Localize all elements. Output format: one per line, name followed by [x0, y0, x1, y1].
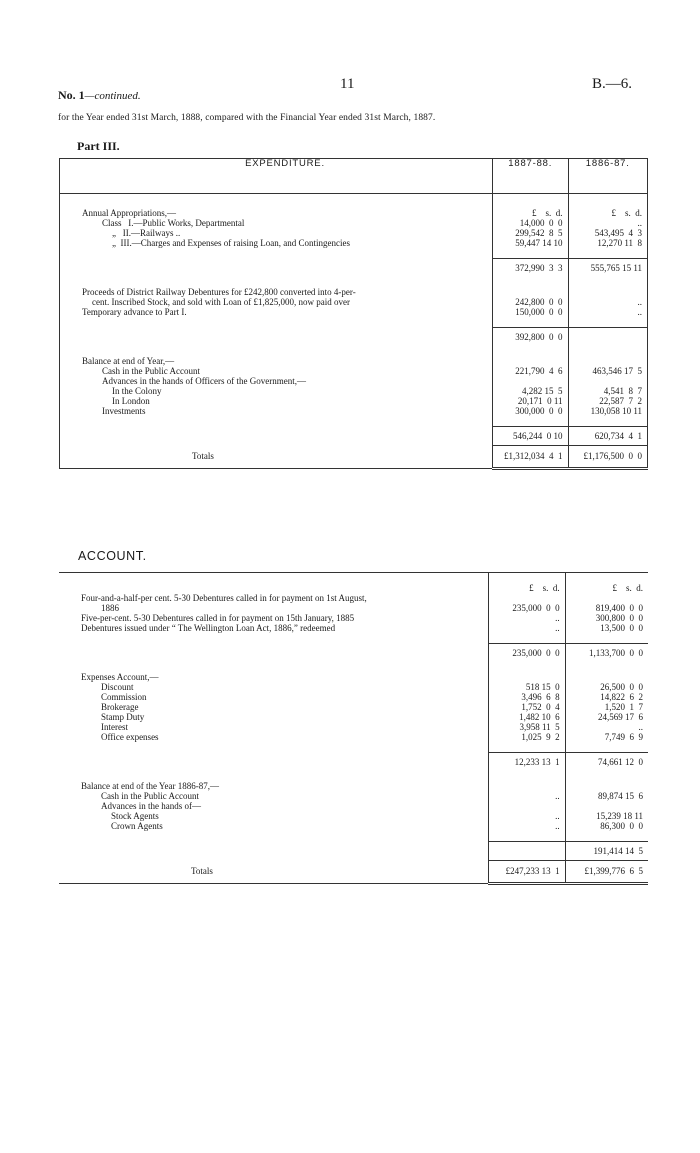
amount-cell: 300,000 0 0	[492, 406, 568, 416]
table-row	[59, 732, 648, 742]
amount-cell: 1,752 0 4	[488, 702, 565, 712]
row-label: Proceeds of District Railway Debentures for £242,800 converted into 4-per-	[82, 287, 356, 297]
amount-cell: 1,520 1 7	[565, 702, 648, 712]
row-label: Balance at end of the Year 1886-87,—	[81, 781, 219, 791]
amount-cell: 26,500 0 0	[565, 682, 648, 692]
amount-cell: 24,569 17 6	[565, 712, 648, 722]
totals-cell: £247,233 13 1	[488, 861, 565, 884]
continuation-heading	[58, 88, 141, 103]
subtotal-cell: 1,133,700 0 0	[565, 644, 648, 663]
row-label: Advances in the hands of—	[101, 801, 201, 811]
table-row	[59, 781, 648, 791]
subtotal-cell: 620,734 4 1	[568, 427, 648, 446]
table-row	[60, 307, 648, 317]
table-row	[59, 811, 648, 821]
units-label: £ s. d.	[492, 208, 568, 218]
account-title: ACCOUNT.	[78, 549, 147, 563]
table-row	[59, 613, 648, 623]
row-label: Debentures issued under “ The Wellington Loan Act, 1886,” redeemed	[81, 623, 336, 633]
row-label: Five-per-cent. 5-30 Debentures called in for payment on 15th January, 1885	[81, 613, 355, 623]
table-row	[59, 682, 648, 692]
row-label: Commission	[101, 692, 147, 702]
table-row	[59, 603, 648, 613]
subtotal-row	[59, 842, 648, 861]
totals-cell: £1,399,776 6 5	[565, 861, 648, 884]
column-1887-88: 1887-88.	[492, 159, 568, 194]
amount-cell: ..	[565, 722, 648, 732]
table-row	[60, 228, 648, 238]
table-row	[59, 623, 648, 633]
table-row	[59, 791, 648, 801]
subtotal-cell: 12,233 13 1	[488, 753, 565, 772]
subtotal-row	[59, 644, 648, 663]
part-title: Part III.	[77, 139, 120, 153]
amount-cell: ..	[488, 791, 565, 801]
subtotal-row	[60, 259, 648, 278]
row-label: Office expenses	[101, 732, 159, 742]
row-label: Investments	[102, 406, 146, 416]
table-row	[60, 356, 648, 366]
row-label: Annual Appropriations,—	[82, 208, 176, 218]
amount-cell: 543,495 4 3	[568, 228, 648, 238]
amount-cell: 22,587 7 2	[568, 396, 648, 406]
amount-cell: 819,400 0 0	[565, 603, 648, 613]
row-label: Crown Agents	[111, 821, 163, 831]
row-label: Discount	[101, 682, 134, 692]
totals-label: Totals	[191, 865, 213, 876]
totals-label: Totals	[192, 450, 214, 461]
amount-cell: 59,447 14 10	[492, 238, 568, 248]
table-row	[60, 406, 648, 416]
subtotal-row	[60, 328, 648, 347]
row-label: „ III.—Charges and Expenses of raising Loan, and Contingencies	[112, 238, 351, 248]
row-label: Cash in the Public Account	[102, 366, 200, 376]
amount-cell: 1,025 9 2	[488, 732, 565, 742]
subtotal-cell: 392,800 0 0	[492, 328, 568, 347]
amount-cell: 242,800 0 0	[492, 297, 568, 307]
table-row	[59, 801, 648, 811]
table-row	[60, 366, 648, 376]
table-row	[60, 376, 648, 386]
totals-cell: £1,176,500 0 0	[568, 446, 648, 469]
continued-label: —continued.	[84, 90, 141, 102]
row-label: Four-and-a-half-per cent. 5-30 Debentures called in for payment on 1st August,	[81, 593, 367, 603]
units-label: £ s. d.	[568, 208, 648, 218]
subtitle: for the Year ended 31st March, 1888, compared with the Financial Year ended 31st March, 1887.	[58, 113, 436, 123]
table-row	[60, 218, 648, 228]
totals-row	[59, 861, 648, 884]
subtotal-cell: 546,244 0 10	[492, 427, 568, 446]
header-row	[60, 159, 648, 194]
expenditure-table	[59, 158, 648, 470]
subtotal-cell: 191,414 14 5	[565, 842, 648, 861]
amount-cell: ..	[568, 297, 648, 307]
amount-cell: 3,496 6 8	[488, 692, 565, 702]
units-label: £ s. d.	[488, 583, 565, 593]
subtotal-cell: 372,990 3 3	[492, 259, 568, 278]
amount-cell: 12,270 11 8	[568, 238, 648, 248]
row-label: cent. Inscribed Stock, and sold with Loan of £1,825,000, now paid over	[92, 297, 350, 307]
row-label: Advances in the hands of Officers of the Government,—	[102, 376, 307, 386]
row-label: In the Colony	[112, 386, 162, 396]
subtotal-cell: 235,000 0 0	[488, 644, 565, 663]
row-label: Expenses Account,—	[81, 672, 159, 682]
table-row	[59, 672, 648, 682]
subtotal-cell: 555,765 15 11	[568, 259, 648, 278]
subtotal-row	[59, 753, 648, 772]
amount-cell: 518 15 0	[488, 682, 565, 692]
row-label: Brokerage	[101, 702, 139, 712]
table-row	[59, 692, 648, 702]
totals-cell: £1,312,034 4 1	[492, 446, 568, 469]
row-label: Cash in the Public Account	[101, 791, 199, 801]
table-row	[59, 583, 648, 593]
number-label: No. 1	[58, 88, 85, 102]
row-label: Interest	[101, 722, 128, 732]
subtotal-cell: 74,661 12 0	[565, 753, 648, 772]
table-row	[60, 297, 648, 307]
page-number: 11	[340, 76, 355, 92]
table-row	[60, 386, 648, 396]
amount-cell: 463,546 17 5	[568, 366, 648, 376]
amount-cell: 1,482 10 6	[488, 712, 565, 722]
amount-cell: ..	[568, 218, 648, 228]
amount-cell: 20,171 0 11	[492, 396, 568, 406]
amount-cell: 15,239 18 11	[565, 811, 648, 821]
amount-cell: 86,300 0 0	[565, 821, 648, 831]
row-label: 1886	[101, 603, 119, 613]
amount-cell: ..	[488, 623, 565, 633]
amount-cell: 299,542 8 5	[492, 228, 568, 238]
table-row	[59, 712, 648, 722]
table-row	[59, 593, 648, 603]
table-row	[60, 208, 648, 218]
table-row	[59, 702, 648, 712]
amount-cell: 300,800 0 0	[565, 613, 648, 623]
units-label: £ s. d.	[565, 583, 648, 593]
amount-cell: ..	[568, 307, 648, 317]
amount-cell: 4,282 15 5	[492, 386, 568, 396]
subtotal-row	[60, 427, 648, 446]
amount-cell: ..	[488, 821, 565, 831]
amount-cell: 7,749 6 9	[565, 732, 648, 742]
row-label: Balance at end of Year,—	[82, 356, 175, 366]
column-1886-87: 1886-87.	[568, 159, 648, 194]
row-label: „ II.—Railways ..	[112, 228, 181, 238]
amount-cell: 150,000 0 0	[492, 307, 568, 317]
table-row	[59, 722, 648, 732]
table-row	[60, 238, 648, 248]
amount-cell: 130,058 10 11	[568, 406, 648, 416]
amount-cell: 221,790 4 6	[492, 366, 568, 376]
amount-cell: 14,000 0 0	[492, 218, 568, 228]
amount-cell: ..	[488, 613, 565, 623]
account-table	[59, 572, 648, 885]
table-row	[60, 287, 648, 297]
amount-cell: 13,500 0 0	[565, 623, 648, 633]
table-row	[60, 396, 648, 406]
amount-cell: ..	[488, 811, 565, 821]
amount-cell: 14,822 6 2	[565, 692, 648, 702]
row-label: Stamp Duty	[101, 712, 145, 722]
table-row	[59, 821, 648, 831]
expenditure-heading: EXPENDITURE.	[60, 159, 493, 194]
row-label: Class I.—Public Works, Departmental	[102, 218, 245, 228]
row-label: In London	[112, 396, 150, 406]
amount-cell: 235,000 0 0	[488, 603, 565, 613]
amount-cell: 89,874 15 6	[565, 791, 648, 801]
document-reference: B.—6.	[592, 76, 633, 92]
row-label: Temporary advance to Part I.	[82, 307, 187, 317]
amount-cell: 3,958 11 5	[488, 722, 565, 732]
amount-cell: 4,541 8 7	[568, 386, 648, 396]
totals-row	[60, 446, 648, 469]
row-label: Stock Agents	[111, 811, 159, 821]
